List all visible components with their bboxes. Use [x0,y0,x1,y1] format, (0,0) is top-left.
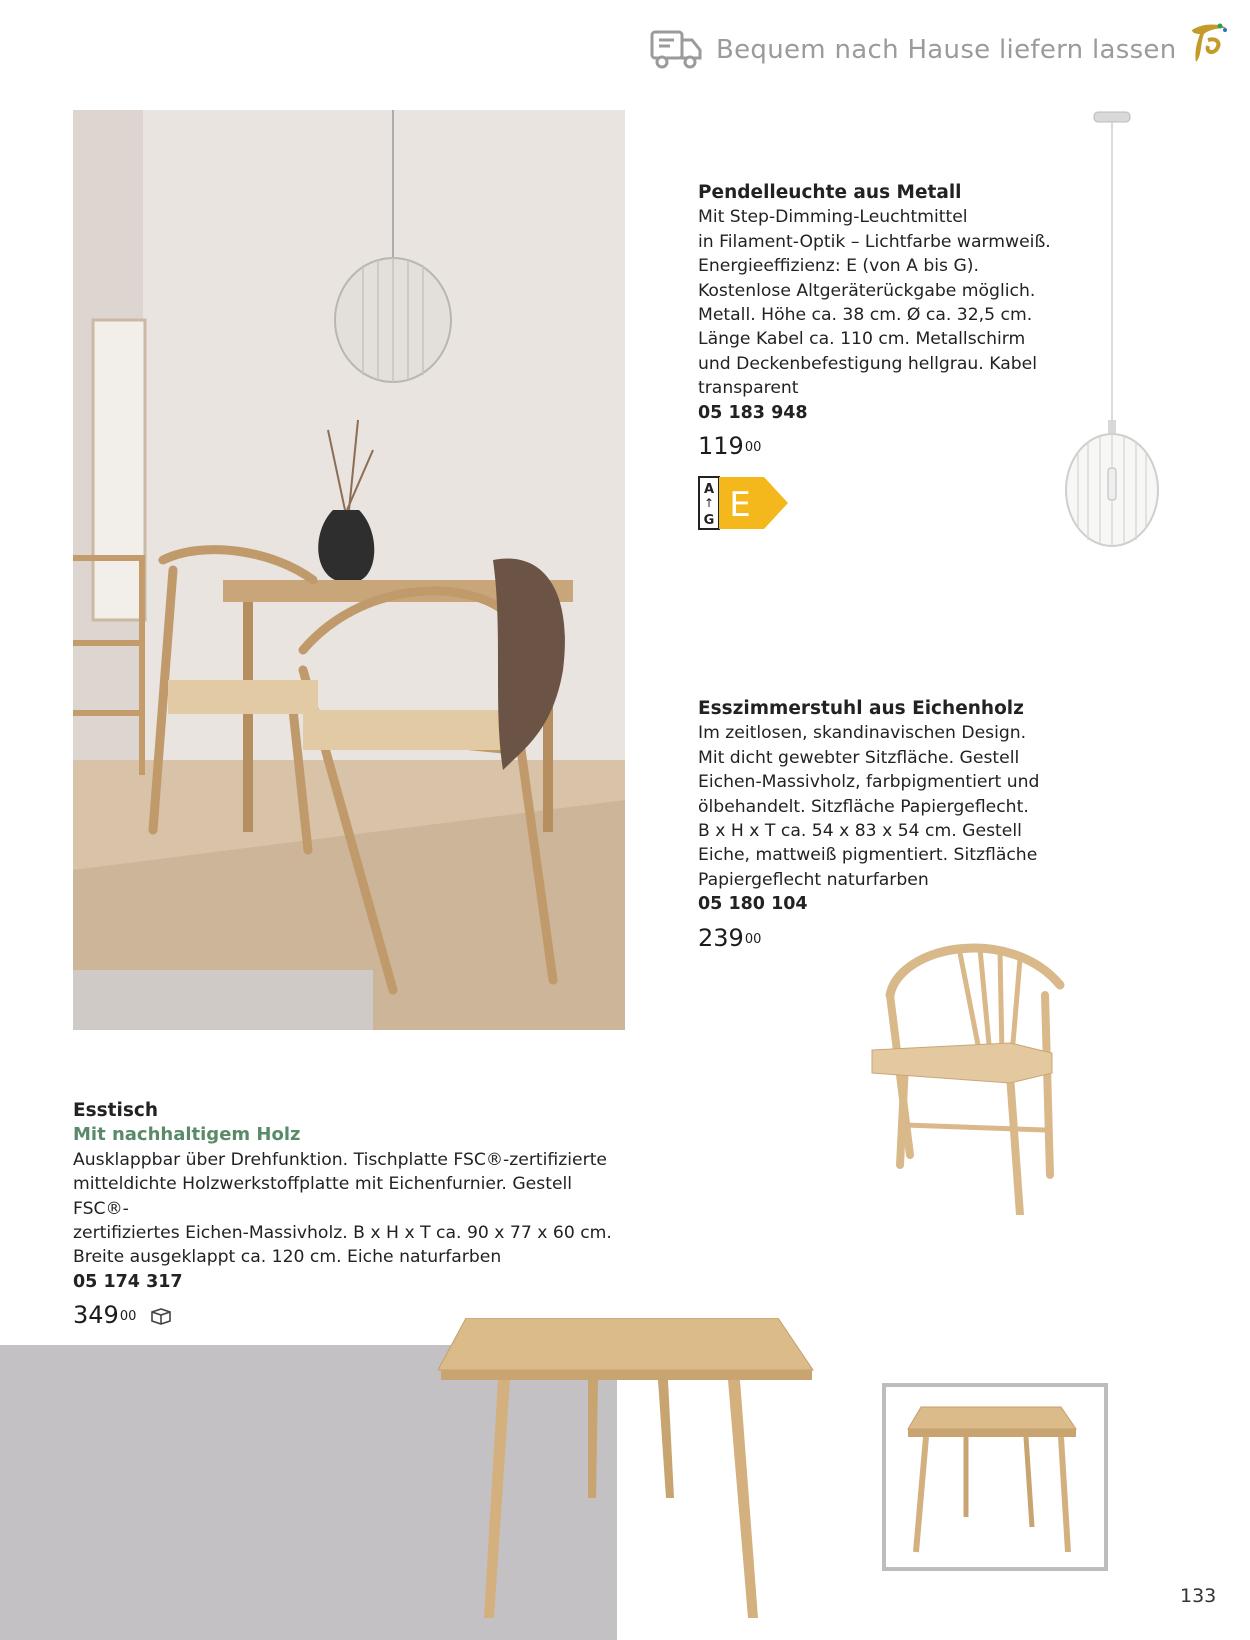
delivery-text: Bequem nach Hause liefern lassen [716,35,1177,65]
product-subtitle: Mit nachhaltigem Holz [73,1124,301,1146]
price-main: 119 [698,432,744,461]
desc-line: ölbehandelt. Sitzfläche Papiergeflecht. [698,796,1029,817]
article-number: 05 183 948 [698,402,808,423]
stuhl-image [860,925,1070,1215]
desc-line: B x H x T ca. 54 x 83 x 54 cm. Gestell [698,821,1022,842]
desc-line: Länge Kabel ca. 110 cm. Metallschirm [698,329,1026,350]
product-title: Esstisch [73,1100,158,1121]
page-number: 133 [1180,1585,1217,1607]
esstisch-image [438,1318,818,1630]
product-title: Pendelleuchte aus Metall [698,182,962,203]
desc-line: Breite ausgeklappt ca. 120 cm. Eiche naturfarben [73,1247,502,1268]
price-main: 239 [698,923,744,952]
energy-scale-top: A [703,482,715,497]
price-cents: 00 [119,1309,137,1325]
stuhl-info [698,697,1058,953]
price-cents: 00 [744,440,762,456]
esstisch-folded-thumbnail [882,1383,1108,1571]
truck-icon [650,28,702,72]
energy-label [698,476,790,530]
desc-line: Papiergeflecht naturfarben [698,869,929,890]
desc-line: Eiche, mattweiß pigmentiert. Sitzfläche [698,845,1038,866]
energy-class: E [729,485,751,525]
price-main: 349 [73,1301,119,1330]
energy-scale-bottom: G [703,513,715,528]
desc-line: Ausklappbar über Drehfunktion. Tischplatte FSC®-zertifizierte [73,1149,608,1170]
desc-line: Eichen-Massivholz, farbpigmentiert und [698,772,1040,793]
article-number: 05 180 104 [698,894,808,915]
desc-line: zertifiziertes Eichen-Massivholz. B x H x T ca. 90 x 77 x 60 cm. [73,1223,612,1244]
desc-line: Metall. Höhe ca. 38 cm. Ø ca. 32,5 cm. [698,305,1033,326]
dining-room-photo [73,110,625,1030]
pendelleuchte-image [1058,108,1168,552]
desc-line: Mit dicht gewebter Sitzfläche. Gestell [698,747,1020,768]
desc-line: Im zeitlosen, skandinavischen Design. [698,723,1027,744]
tchibo-logo-icon [1182,20,1230,68]
desc-line: in Filament-Optik – Lichtfarbe warmweiß. [698,231,1051,252]
parcel-icon [150,1307,172,1325]
energy-scale-arrow: ↑ [703,496,715,510]
price [698,431,1058,461]
article-number: 05 174 317 [73,1271,183,1292]
desc-line: mitteldichte Holzwerkstoffplatte mit Eichenfurnier. Gestell FSC®- [73,1174,573,1219]
pendelleuchte-info [698,181,1058,461]
delivery-banner [650,22,1177,78]
desc-line: transparent [698,378,799,399]
desc-line: Kostenlose Altgeräterückgabe möglich. [698,280,1036,301]
esstisch-info [73,1099,633,1330]
price-cents: 00 [744,931,762,947]
desc-line: Mit Step-Dimming-Leuchtmittel [698,207,968,228]
product-title: Esszimmerstuhl aus Eichenholz [698,698,1024,719]
desc-line: und Deckenbefestigung hellgrau. Kabel [698,353,1037,374]
desc-line: Energieeffizienz: E (von A bis G). [698,256,979,277]
